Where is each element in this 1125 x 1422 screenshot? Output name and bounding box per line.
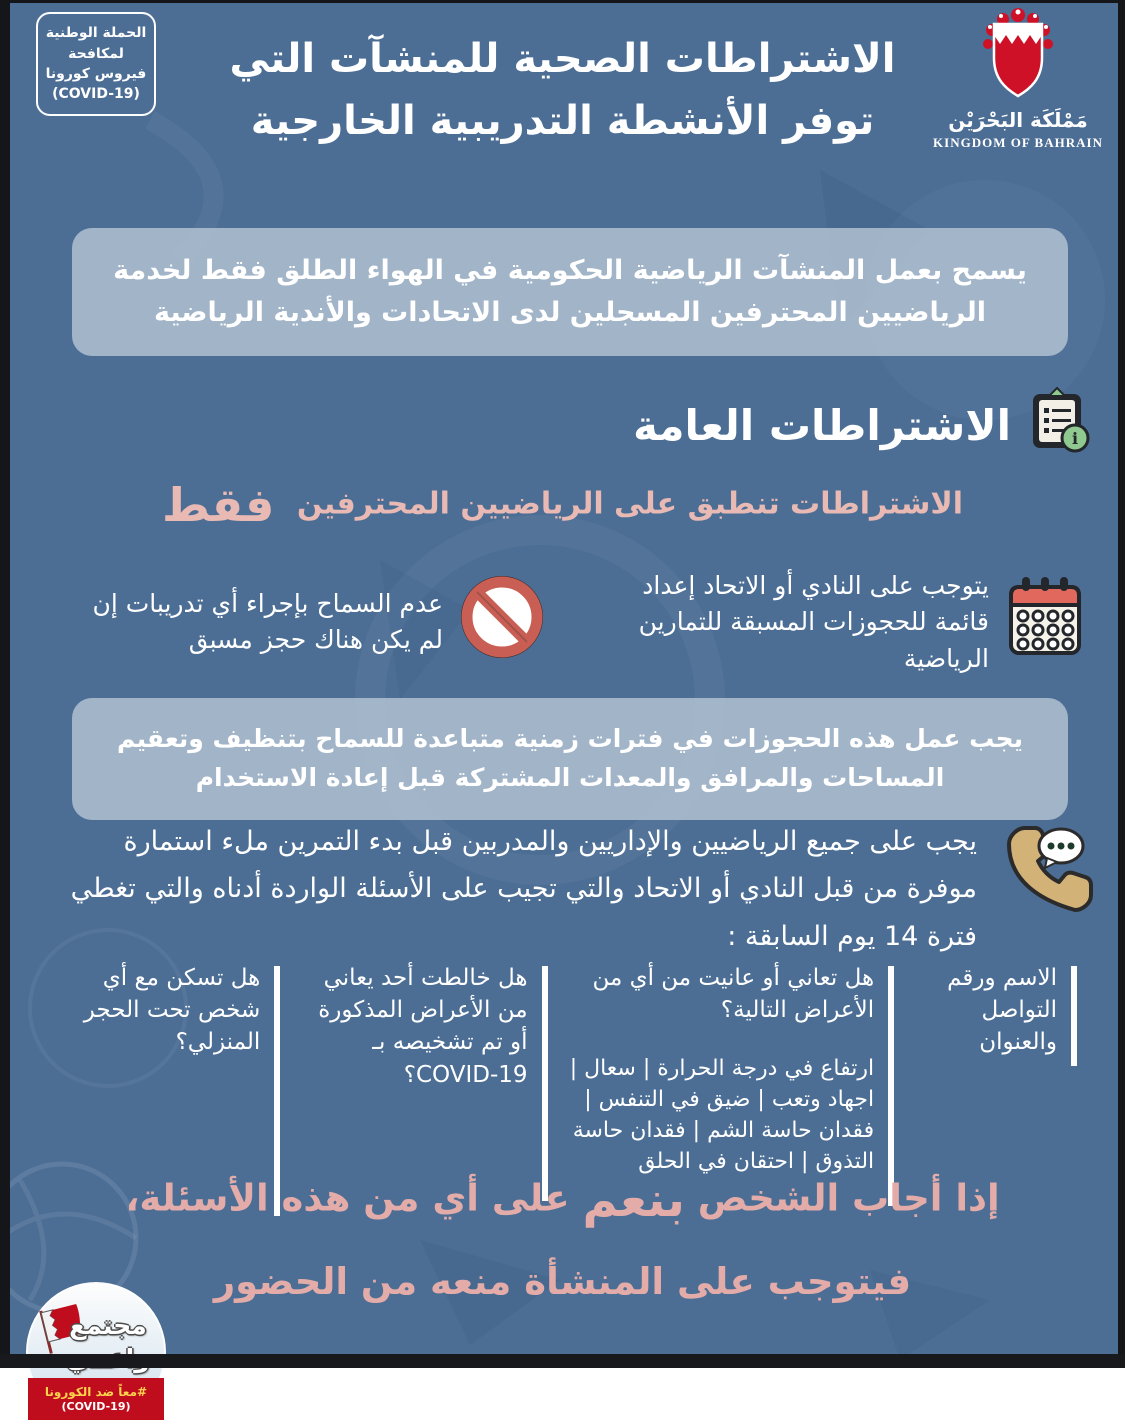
kingdom-of-bahrain-emblem bbox=[933, 6, 1103, 151]
logo-red-band bbox=[28, 1378, 164, 1420]
section-title: الاشتراطات العامة bbox=[633, 400, 1011, 450]
conclusion-prefix: إذا أجاب الشخص bbox=[684, 1176, 1000, 1220]
question-title: الاسم ورقم التواصل والعنوان bbox=[947, 965, 1057, 1056]
title-line-1: الاشتراطات الصحية للمنشآت التي bbox=[229, 36, 896, 82]
form-questions bbox=[42, 962, 1077, 1178]
form-requirement-note bbox=[60, 818, 1095, 960]
cleaning-intervals-box: يجب عمل هذه الحجوزات في فترات زمنية متباعدة للسماح بتنظيف وتعقيم المساحات والمرافق والمعدات المشتركة قبل إعادة الاستخدام bbox=[72, 698, 1068, 820]
question-home-quarantine bbox=[42, 962, 280, 1178]
badge-line: الحملة الوطنية bbox=[45, 25, 147, 42]
question-name-contact bbox=[908, 962, 1077, 1178]
emblem-arabic-name: مَمْلَكَة البَحْرَيْن bbox=[948, 108, 1088, 132]
conclusion-line-1 bbox=[0, 1172, 1125, 1228]
general-requirements-heading bbox=[633, 386, 1091, 464]
national-campaign-badge bbox=[36, 12, 156, 116]
symptoms-list: ارتفاع في درجة الحرارة | سعال | اجهاد وتعب | ضيق في التنفس | فقدان حاسة الشم | فقدان حاسة التذوق | احتقان في الحلق bbox=[569, 1056, 875, 1174]
logo-word-1: مجتمع bbox=[69, 1311, 147, 1340]
question-divider-bar bbox=[888, 966, 894, 1206]
badge-line: لمكافحة bbox=[68, 45, 124, 62]
no-training-icon bbox=[459, 574, 545, 670]
applies-emphasis: فقط bbox=[161, 478, 275, 532]
form-note-text: يجب على جميع الرياضيين والإداريين والمدربين قبل بدء التمرين ملء استمارة موفرة من قبل النادي أو الاتحاد والتي تجيب على الأسئلة الواردة أدناه والتي تغطي فترة 14 يوم السابقة : bbox=[70, 826, 977, 952]
requirements-row bbox=[70, 568, 1085, 677]
clipboard-info-icon bbox=[1025, 386, 1091, 464]
page-title bbox=[150, 28, 975, 152]
screenshot-edge-top bbox=[0, 0, 1125, 3]
question-title: هل تسكن مع أي شخص تحت الحجر المنزلي؟ bbox=[83, 965, 261, 1056]
applies-to-professionals-line bbox=[0, 478, 1125, 532]
requirement-text: يتوجب على النادي أو الاتحاد إعداد قائمة للحجوزات المسبقة للتمارين الرياضية bbox=[638, 571, 989, 673]
question-contact-with-cases bbox=[294, 962, 547, 1178]
conclusion-statement bbox=[0, 1172, 1125, 1303]
question-symptoms bbox=[562, 962, 895, 1178]
badge-line: فيروس كورونا bbox=[45, 66, 147, 82]
phone-chat-icon bbox=[995, 818, 1095, 960]
question-title: هل خالطت أحد يعاني من الأعراض المذكورة أو تم تشخيصه بـ COVID-19؟ bbox=[318, 965, 528, 1088]
emblem-english-name: KINGDOM OF BAHRAIN bbox=[933, 135, 1103, 150]
logo-hashtag: #معاً ضد الكورونا bbox=[44, 1385, 148, 1399]
screenshot-edge-bottom bbox=[0, 1354, 1125, 1368]
badge-line: (COVID-19) bbox=[52, 86, 140, 103]
intro-statement-box: يسمح بعمل المنشآت الرياضية الحكومية في الهواء الطلق فقط لخدمة الرياضيين المحترفين المسجلين لدى الاتحادات والأندية الرياضية bbox=[72, 228, 1068, 356]
screenshot-edge-right bbox=[1118, 0, 1125, 1368]
svg-text:i: i bbox=[1071, 429, 1079, 448]
booking-list-requirement bbox=[580, 568, 1085, 677]
question-title: هل تعاني أو عانيت من أي من الأعراض التالية؟ bbox=[592, 965, 875, 1024]
conclusion-line-2: فيتوجب على المنشأة منعه من الحضور bbox=[213, 1260, 912, 1303]
conclusion-suffix: على أي من هذه الأسئلة، bbox=[125, 1176, 583, 1220]
title-line-2: توفر الأنشطة التدريبية الخارجية bbox=[250, 98, 875, 144]
applies-text: الاشتراطات تنطبق على الرياضيين المحترفين bbox=[296, 486, 964, 522]
conclusion-emphasis: بنعم bbox=[582, 1172, 685, 1228]
question-divider-bar bbox=[1071, 966, 1077, 1066]
requirement-text: عدم السماح بإجراء أي تدريبات إن لم يكن هناك حجز مسبق bbox=[92, 589, 443, 655]
aware-society-logo bbox=[26, 1282, 166, 1422]
question-divider-bar bbox=[542, 966, 548, 1201]
no-booking-no-training-requirement bbox=[70, 568, 545, 677]
logo-covid-label: (COVID-19) bbox=[61, 1400, 131, 1413]
bahrain-coat-of-arms-icon bbox=[978, 87, 1058, 106]
screenshot-edge-left bbox=[0, 0, 10, 1368]
calendar-icon bbox=[1005, 575, 1085, 669]
